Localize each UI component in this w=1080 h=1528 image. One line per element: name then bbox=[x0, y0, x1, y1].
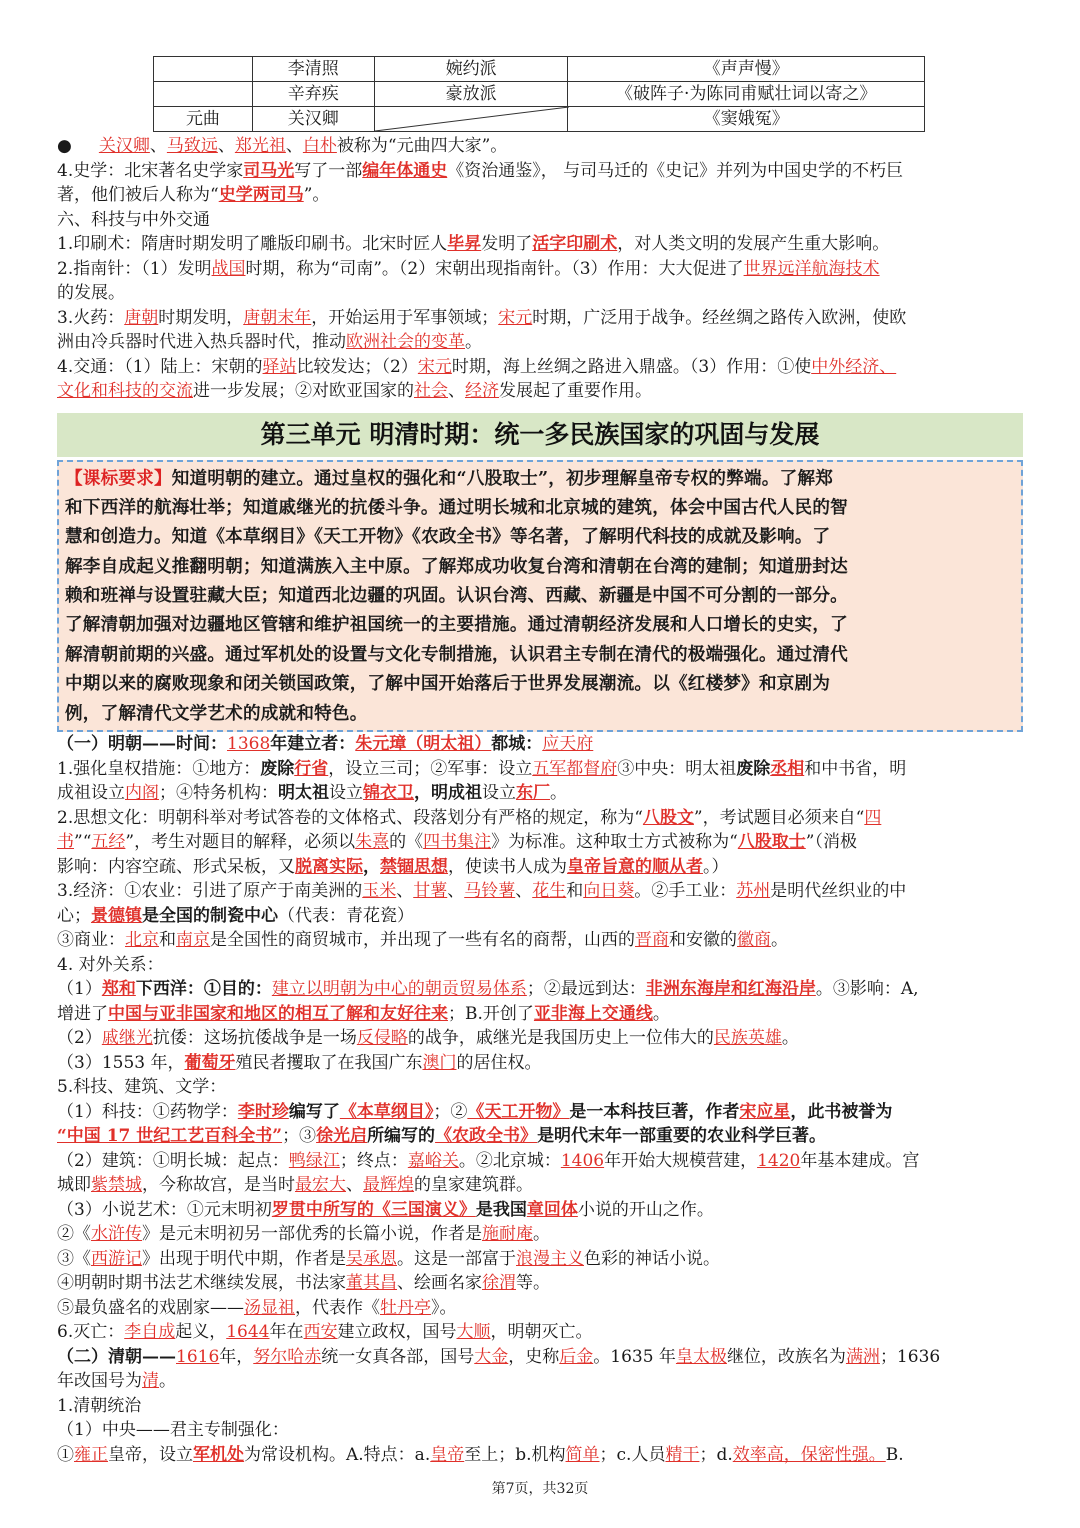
era-cell bbox=[154, 57, 253, 82]
qing-s1-line: ①雍正皇帝，设立军机处为常设机构。A.特点：a.皇帝至上；b.机构简单；c.人员精干；d.效率高，保密性强。B. bbox=[57, 1444, 904, 1465]
qing-s1-title: 1.清朝统治 bbox=[57, 1395, 142, 1416]
ming-p6-line: 6.灭亡：李自成起义，1644年在西安建立政权，国号大顺，明朝灭亡。 bbox=[57, 1322, 593, 1343]
gunpowder-line-2: 洲由冷兵器时代进入热兵器时代，推动欧洲社会的变革。 bbox=[57, 332, 482, 352]
ming-p2-line-3: 影响：内容空疏、形式呆板，又脱离实际，禁锢思想，使读书人成为皇帝旨意的顺从者。） bbox=[57, 856, 729, 877]
yuan-masters-line: ● 关汉卿、马致远、郑光祖、白朴被称为“元曲四大家”。 bbox=[57, 136, 508, 156]
qing-s1-sub: （1）中央——君主专制强化： bbox=[57, 1420, 289, 1441]
printing-line: 1.印刷术：隋唐时期发明了雕版印刷书。北宋时匠人毕昇发明了活字印刷术，对人类文明的发展产生重大影响。 bbox=[57, 234, 890, 254]
era-cell bbox=[154, 82, 253, 107]
ming-p5-line-5: （3）小说艺术：①元末明初罗贯中所写的《三国演义》是我国章回体小说的开山之作。 bbox=[57, 1199, 714, 1220]
poets-table bbox=[153, 56, 925, 132]
page-footer: 第7页，共32页 bbox=[491, 1481, 589, 1497]
requirements-tag: 【课标要求】 bbox=[65, 467, 172, 489]
history-line-2: 著，他们被后人称为“史学两司马”。 bbox=[57, 185, 330, 205]
ming-p4-line-1: （1）郑和下西洋：①目的：建立以明朝为中心的朝贡贸易体系；②最远到达：非洲东海岸和红海沿岸。③影响：A, bbox=[57, 979, 919, 1000]
work-cell: 《破阵子·为陈同甫赋壮词以寄之》 bbox=[568, 82, 925, 107]
unit-title-banner: 第三单元 明清时期：统一多民族国家的巩固与发展 bbox=[57, 413, 1023, 457]
ming-p5-line-3: （2）建筑：①明长城：起点：鸭绿江；终点：嘉峪关。②北京城：1406年开始大规模营建，1420年基本建成。宫 bbox=[57, 1150, 920, 1171]
work-cell: 《声声慢》 bbox=[568, 57, 925, 82]
qing-heading-line-1: （二）清朝——1616年，努尔哈赤统一女真各部，国号大金，史称后金。1635 年皇太极继位，改族名为满洲；1636 bbox=[57, 1346, 941, 1367]
bullet-icon: ● bbox=[57, 136, 72, 156]
work-cell: 《窦娥冤》 bbox=[568, 107, 925, 132]
poet-name-cell: 辛弃疾 bbox=[252, 82, 374, 107]
ming-p4-line-2: 增进了中国与亚非国家和地区的相互了解和友好往来；B.开创了亚非海上交通线。 bbox=[57, 1003, 670, 1024]
ming-p5-line-9: ⑤最负盛名的戏剧家——汤显祖，代表作《牡丹亭》。 bbox=[57, 1297, 457, 1318]
compass-line-1: 2.指南针：（1）发明战国时期，称为“司南”。（2）宋朝出现指南针。（3）作用：大大促进了世界远洋航海技术 bbox=[57, 258, 880, 279]
history-line-1: 4.史学：北宋著名史学家司马光写了一部编年体通史《资治通鉴》， 与司马迁的《史记》并列为中国史学的不朽巨 bbox=[57, 160, 904, 181]
ming-p4-title: 4. 对外关系： bbox=[57, 954, 164, 975]
document-page bbox=[57, 56, 1023, 1467]
ming-p5-line-6: ②《水浒传》是元末明初另一部优秀的长篇小说，作者是施耐庵。 bbox=[57, 1224, 550, 1245]
curriculum-requirements-box: 【课标要求】知道明朝的建立。通过皇权的强化和“八股取士”，初步理解皇帝专权的弊端。了解郑 和下西洋的航海壮举；知道戚继光的抗倭斗争。通过明长城和北京城的建筑，体会中国古代人民的智 慧和创造力。知道《本草纲目》《天工开物》《农政全书》等名著，了解明代科技的成就及影响。了 解李自成起义推翻明朝；知道满族入主中原。了解郑成功收复台湾和清朝在台湾的建制；知道册封达 赖和班禅与设置驻藏大臣；知道西北边疆的巩固。认识台湾、西藏、新疆是中国不可分割的一部分。 了解清朝加强对边疆地区管辖和维护祖国统一的主要措施。通过清朝经济发展和人口增长的史实，了 解清朝前期的兴盛。通过军机处的设置与文化专制措施，认识君主专制在清代的极端强化。通过清代 中期以来的腐败现象和闭关锁国政策，了解中国开始落后于世界发展潮流。以《红楼梦》和京剧为 例，了解清代文学艺术的成就和特色。 bbox=[57, 460, 1023, 733]
gunpowder-line-1: 3.火药：唐朝时期发明，唐朝末年，开始运用于军事领域；宋元时期，广泛用于战争。经丝绸之路传入欧洲，使欧 bbox=[57, 307, 907, 328]
ming-p5-line-4: 城即紫禁城，今称故宫，是当时最宏大、最辉煌的皇家建筑群。 bbox=[57, 1175, 533, 1196]
era-cell: 元曲 bbox=[154, 107, 253, 132]
ming-p5-line-7: ③《西游记》出现于明代中期，作者是吴承恩。这是一部富于浪漫主义色彩的神话小说。 bbox=[57, 1248, 720, 1269]
poet-name-cell: 李清照 bbox=[252, 57, 374, 82]
ming-p1-line-2: 成祖设立内阁；④特务机构：明太祖设立锦衣卫，明成祖设立东厂。 bbox=[57, 783, 567, 804]
ming-p3-line-2: 心；景德镇是全国的制瓷中心（代表：青花瓷） bbox=[57, 905, 414, 926]
ming-p5-title: 5.科技、建筑、文学： bbox=[57, 1077, 227, 1098]
traffic-line-1: 4.交通：（1）陆上：宋朝的驿站比较发达；（2）宋元时期，海上丝绸之路进入鼎盛。（3）作用：①使中外经济、 bbox=[57, 356, 897, 377]
compass-line-2: 的发展。 bbox=[57, 283, 125, 303]
ming-heading: （一）明朝——时间：1368年建立者：朱元璋（明太祖）都城：应天府 bbox=[57, 734, 594, 755]
table-row bbox=[154, 57, 925, 82]
ming-p2-line-2: 书”“五经”，考生对题目的解释，必须以朱熹的《四书集注》为标准。这种取士方式被称为“八股取士”（消极 bbox=[57, 832, 857, 853]
ming-p3-line-1: 3.经济：①农业：引进了原产于南美洲的玉米、甘薯、马铃薯、花生和向日葵。②手工业：苏州是明代丝织业的中 bbox=[57, 881, 907, 902]
ming-p3-line-3: ③商业：北京和南京是全国性的商贸城市，并出现了一些有名的商帮，山西的晋商和安徽的徽商。 bbox=[57, 930, 788, 951]
school-cell: 豪放派 bbox=[374, 82, 568, 107]
ming-p1-line-1: 1.强化皇权措施：①地方：废除行省，设立三司；②军事：设立五军都督府③中央：明太祖废除丞相和中书省，明 bbox=[57, 758, 907, 779]
ming-p4-line-3: （2）戚继光抗倭：这场抗倭战争是一场反侵略的战争，戚继光是我国历史上一位伟大的民族英雄。 bbox=[57, 1028, 799, 1049]
diagonal-line bbox=[375, 107, 569, 131]
poet-name-cell: 关汉卿 bbox=[252, 107, 374, 132]
school-cell: 婉约派 bbox=[374, 57, 568, 82]
school-cell-diagonal bbox=[374, 107, 568, 132]
ming-p2-line-1: 2.思想文化：明朝科举对考试答卷的文体格式、段落划分有严格的规定，称为“八股文”，考试题目必须来自“四 bbox=[57, 807, 882, 828]
section-heading: 六、科技与中外交通 bbox=[57, 209, 210, 230]
ming-p4-line-4: （3）1553 年，葡萄牙殖民者攫取了在我国广东澳门的居住权。 bbox=[57, 1052, 542, 1073]
ming-p5-line-1: （1）科技：①药物学：李时珍编写了《本草纲目》；②《天工开物》是一本科技巨著，作者宋应星，此书被誉为 bbox=[57, 1101, 893, 1122]
table-row bbox=[154, 107, 925, 132]
traffic-line-2: 文化和科技的交流进一步发展；②对欧亚国家的社会、经济发展起了重要作用。 bbox=[57, 381, 652, 401]
ming-p5-line-8: ④明朝时期书法艺术继续发展，书法家董其昌、绘画名家徐渭等。 bbox=[57, 1273, 550, 1294]
table-row bbox=[154, 82, 925, 107]
ming-p5-line-2: “中国 17 世纪工艺百科全书”；③徐光启所编写的《农政全书》是明代末年一部重要的农业科学巨著。 bbox=[57, 1126, 827, 1147]
qing-heading-line-2: 年改国号为清。 bbox=[57, 1371, 176, 1392]
